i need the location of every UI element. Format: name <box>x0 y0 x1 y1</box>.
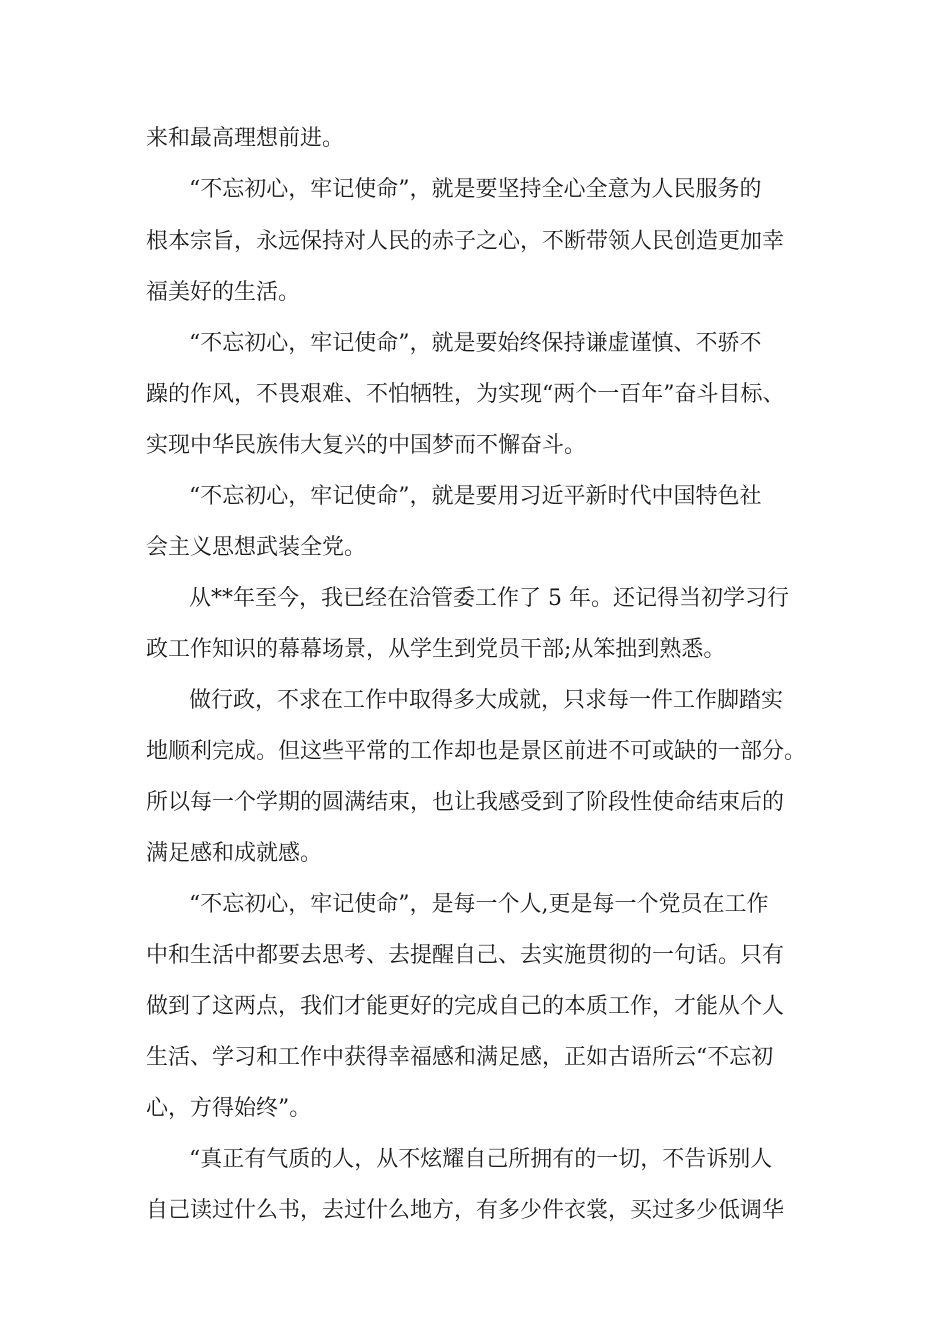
paragraph-first-line: 从**年至今，我已经在洽管委工作了 5 年。还记得当初学习行 <box>189 586 789 611</box>
paragraph-first-line: “真正有气质的人，从不炫耀自己所拥有的一切，不告诉别人 <box>189 1147 773 1172</box>
body-text-line: 满足感和成就感。 <box>146 841 323 866</box>
body-text-line: 生活、学习和工作中获得幸福感和满足感，正如古语所云“不忘初 <box>146 1045 774 1070</box>
body-text-line: 中和生活中都要去思考、去提醒自己、去实施贯彻的一句话。只有 <box>146 943 785 968</box>
body-text-line: 躁的作风，不畏艰难、不怕牺牲，为实现“两个一百年”奋斗目标、 <box>146 382 785 407</box>
paragraph-first-line: “不忘初心，牢记使命”，就是要用习近平新时代中国特色社 <box>189 484 762 509</box>
body-text-line: 政工作知识的幕幕场景，从学生到党员干部;从笨拙到熟悉。 <box>146 637 726 662</box>
body-text-line: 实现中华民族伟大复兴的中国梦而不懈奋斗。 <box>146 433 587 458</box>
paragraph-first-line: “不忘初心，牢记使命”，就是要始终保持谦虚谨慎、不骄不 <box>189 331 762 356</box>
paragraph-first-line: “不忘初心，牢记使命”，是每一个人,更是每一个党员在工作 <box>189 892 769 917</box>
body-text-line: 心，方得始终”。 <box>146 1096 312 1121</box>
body-text-line: 所以每一个学期的圆满结束，也让我感受到了阶段性使命结束后的 <box>146 790 785 815</box>
body-text-line: 做到了这两点，我们才能更好的完成自己的本质工作，才能从个人 <box>146 994 785 1019</box>
body-text-line: 来和最高理想前进。 <box>146 126 345 151</box>
paragraph-first-line: 做行政，不求在工作中取得多大成就，只求每一件工作脚踏实 <box>189 688 784 713</box>
body-text-line: 根本宗旨，永远保持对人民的赤子之心，不断带领人民创造更加幸 <box>146 229 785 254</box>
body-text-line: 自己读过什么书，去过什么地方，有多少件衣裳，买过多少低调华 <box>146 1198 785 1223</box>
body-text-line: 地顺利完成。但这些平常的工作却也是景区前进不可或缺的一部分。 <box>146 739 807 764</box>
paragraph-first-line: “不忘初心，牢记使命”，就是要坚持全心全意为人民服务的 <box>189 177 762 202</box>
body-text-line: 福美好的生活。 <box>146 280 301 305</box>
body-text-line: 会主义思想武装全党。 <box>146 535 367 560</box>
